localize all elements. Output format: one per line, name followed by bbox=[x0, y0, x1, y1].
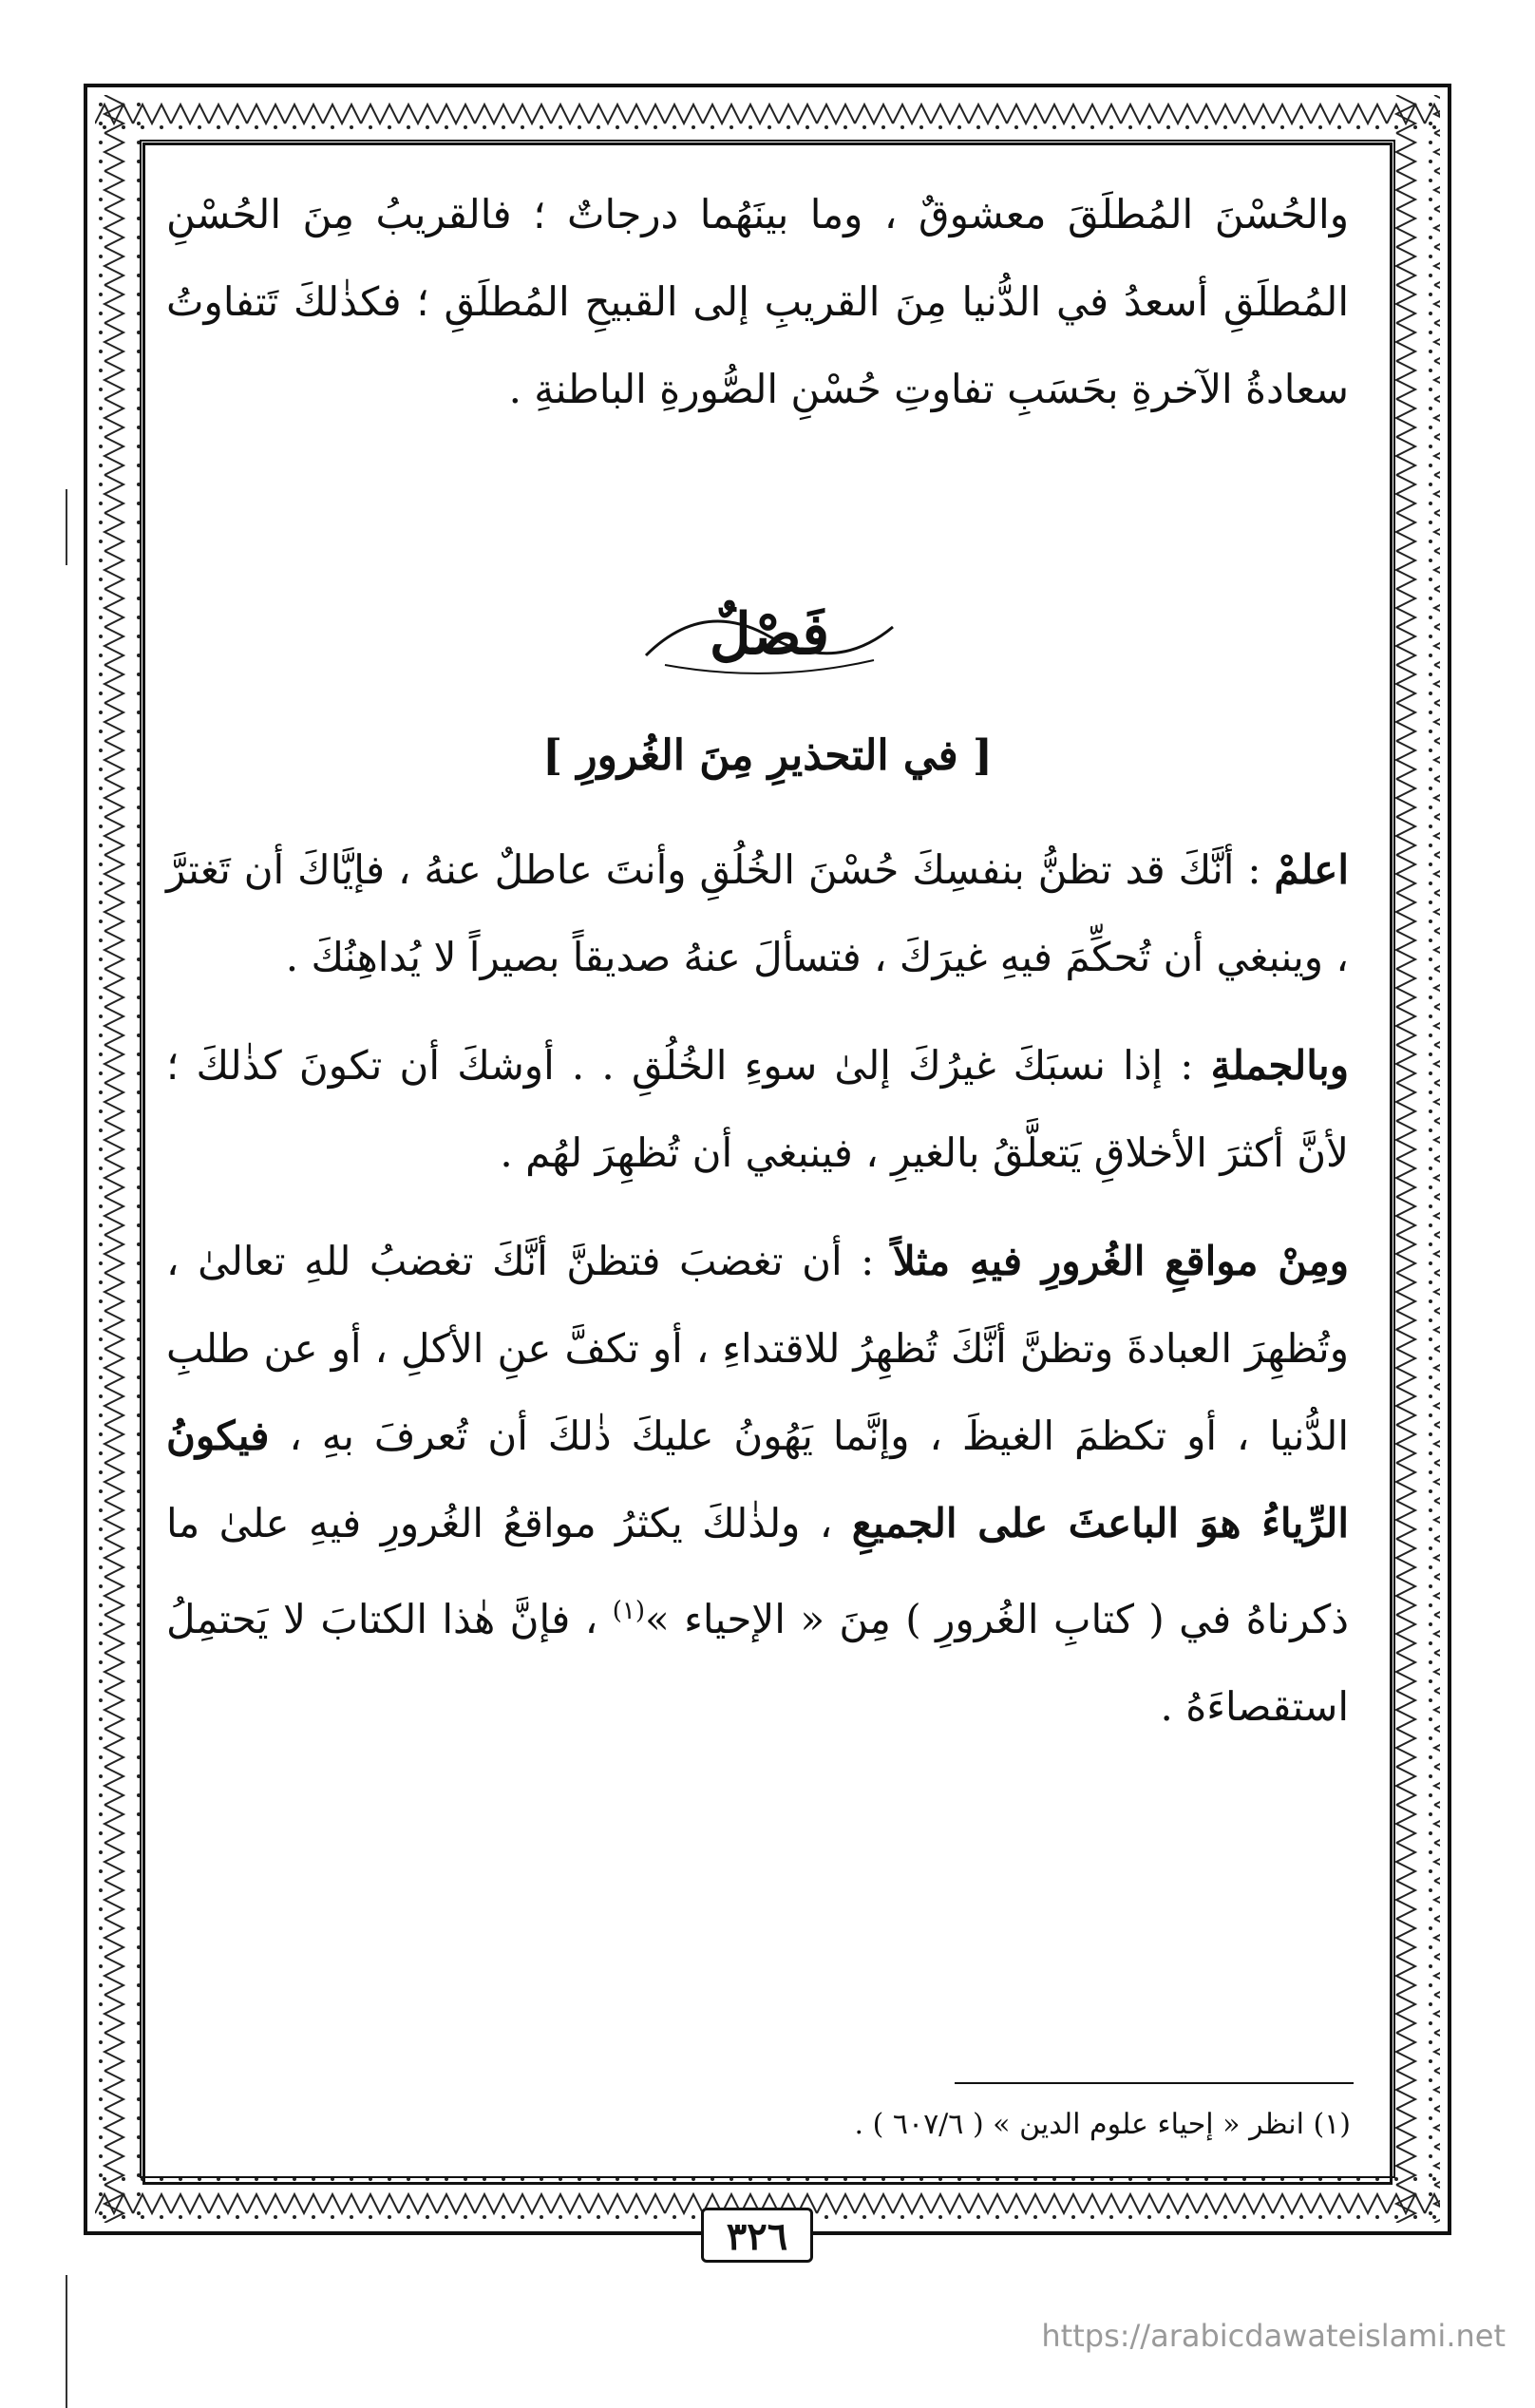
watermark-url[interactable]: https://arabicdawateislami.net bbox=[1041, 2318, 1506, 2354]
paragraph-2-lead: اعلمْ bbox=[1274, 846, 1349, 893]
paragraph-4-text-2: ، ولذٰلكَ يكثرُ مواقعُ الغُرورِ فيهِ علىٰ ما ذكرناهُ في ( كتابِ الغُرورِ ) مِنَ « الإحياء » bbox=[166, 1500, 1349, 1642]
footnote-marker[interactable]: (١) bbox=[612, 1597, 646, 1625]
paragraph-2-text: : أنَّكَ قد تظنُّ بنفسِكَ حُسْنَ الخُلُقِ وأنتَ عاطلٌ عنهُ ، فإيَّاكَ أن تَغترَّ ، وينبغي أن تُحكِّمَ فيهِ غيرَكَ ، فتسألَ عنهُ صديقاً بصيراً لا يُداهِنُكَ . bbox=[166, 846, 1349, 980]
paragraph-3 bbox=[166, 1022, 1349, 1197]
fasl-heading-text: فَصْلٌ bbox=[709, 601, 830, 668]
paragraph-4 bbox=[166, 1218, 1349, 1751]
page-number: ٣٢٦ bbox=[701, 2208, 813, 2263]
paragraph-4-lead: ومِنْ مواقعِ الغُرورِ فيهِ مثلاً bbox=[892, 1238, 1350, 1284]
fasl-ornament-heading bbox=[589, 579, 950, 684]
footnote-divider bbox=[955, 2082, 1354, 2084]
paragraph-4-text-1: : أن تغضبَ فتظنَّ أنَّكَ تغضبُ للهِ تعالىٰ ، وتُظهِرَ العبادةَ وتظنَّ أنَّكَ تُظهِرُ للاقتداءِ ، أو تكفَّ عنِ الأكلِ ، أو عن طلبِ الدُّنيا ، أو تكظمَ الغيظَ ، وإنَّما يَهُونُ عليكَ ذٰلكَ أن تُعرفَ بهِ ، bbox=[166, 1238, 1349, 1459]
paragraph-2 bbox=[166, 826, 1349, 1001]
paragraph-3-lead: وبالجملةِ bbox=[1210, 1042, 1349, 1089]
paragraph-3-text: : إذا نسبَكَ غيرُكَ إلىٰ سوءِ الخُلُقِ . . أوشكَ أن تكونَ كذٰلكَ ؛ لأنَّ أكثرَ الأخلاقِ يَتعلَّقُ بالغيرِ ، فينبغي أن تُظهِرَ لهُم . bbox=[166, 1042, 1349, 1176]
main-text-continued bbox=[166, 826, 1349, 1751]
paragraph-4-text-3: ، فإنَّ هٰذا الكتابَ لا يَحتمِلُ استقصاءَهُ . bbox=[166, 1596, 1349, 1730]
section-title: [ في التحذيرِ مِنَ الغُرورِ ] bbox=[542, 731, 993, 780]
binding-marks bbox=[57, 489, 76, 2408]
paragraph-4-bold-middle: فيكونُ الرِّياءُ هوَ الباعثَ على الجميعِ bbox=[166, 1413, 1349, 1546]
main-text bbox=[166, 171, 1349, 433]
paragraph-1: والحُسْنَ المُطلَقَ معشوقٌ ، وما بينَهُما درجاتٌ ؛ فالقريبُ مِنَ الحُسْنِ المُطلَقِ أسعدُ في الدُّنيا مِنَ القريبِ إلى القبيحِ المُطلَقِ ؛ فكذٰلكَ تَتفاوتُ سعادةُ الآخرةِ بحَسَبِ تفاوتِ حُسْنِ الصُّورةِ الباطنةِ . bbox=[166, 191, 1349, 412]
footnote: (١) انظر « إحياء علوم الدين » ( ٦٠٧/٦ ) . bbox=[854, 2108, 1351, 2141]
